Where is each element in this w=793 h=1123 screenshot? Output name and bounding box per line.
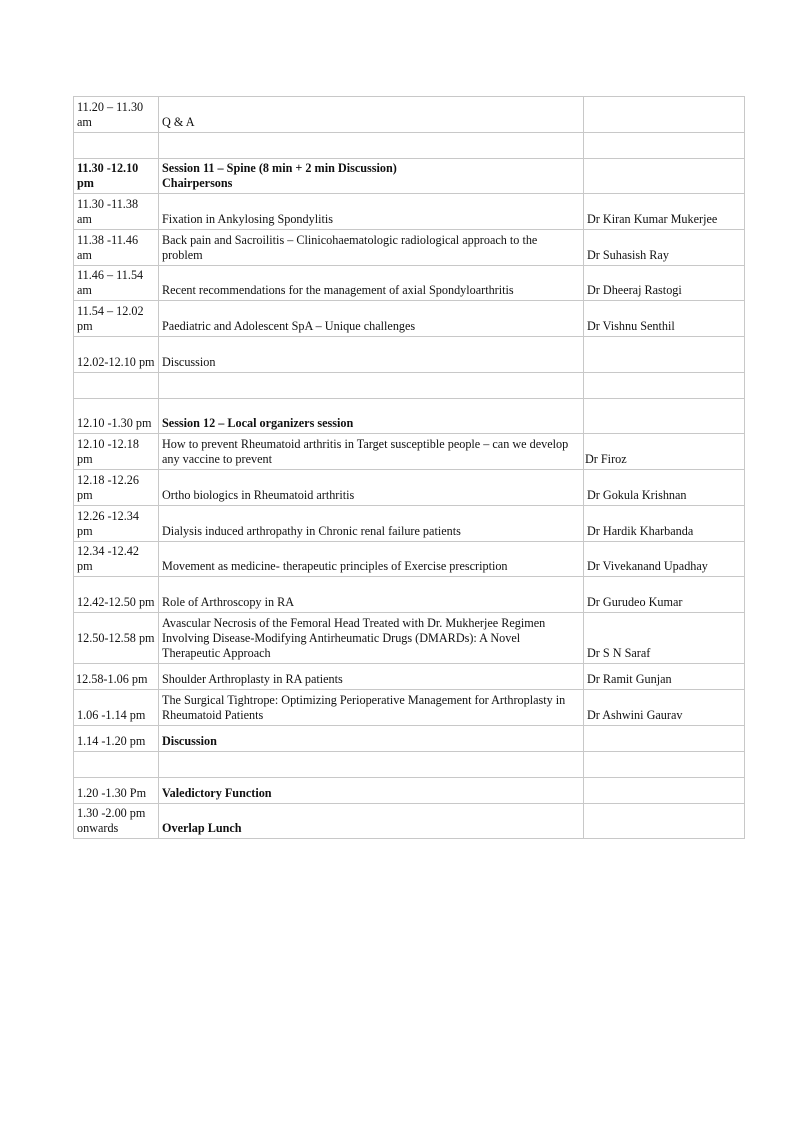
spacer-row: [74, 752, 745, 778]
speaker-cell: [584, 752, 745, 778]
time-cell: [74, 373, 159, 399]
program-schedule-table: [73, 96, 745, 839]
topic-cell: How to prevent Rheumatoid arthritis in Target susceptible people – can we develop any vaccine to prevent: [159, 434, 584, 470]
speaker-cell: [584, 159, 745, 194]
time-cell: 11.46 – 11.54 am: [74, 266, 159, 301]
table-row: [74, 194, 745, 230]
table-row: [74, 266, 745, 301]
table-row: [74, 778, 745, 804]
session-heading-row: [74, 159, 745, 194]
table-row: [74, 542, 745, 577]
topic-cell: Dialysis induced arthropathy in Chronic renal failure patients: [159, 506, 584, 542]
topic-cell: Valedictory Function: [159, 778, 584, 804]
speaker-cell: Dr Gokula Krishnan: [584, 470, 745, 506]
speaker-cell: [584, 399, 745, 434]
time-cell: 12.58-1.06 pm: [74, 664, 159, 690]
table-row: [74, 97, 745, 133]
speaker-cell: Dr Vishnu Senthil: [584, 301, 745, 337]
time-cell: 12.34 -12.42 pm: [74, 542, 159, 577]
table-row: [74, 301, 745, 337]
time-cell: 1.20 -1.30 Pm: [74, 778, 159, 804]
time-cell: 11.30 -12.10 pm: [74, 159, 159, 194]
session-title: Session 12 – Local organizers session: [159, 399, 584, 434]
speaker-cell: [584, 97, 745, 133]
speaker-cell: Dr Kiran Kumar Mukerjee: [584, 194, 745, 230]
time-cell: 12.42-12.50 pm: [74, 577, 159, 613]
time-cell: [74, 133, 159, 159]
speaker-cell: Dr Gurudeo Kumar: [584, 577, 745, 613]
topic-cell: Paediatric and Adolescent SpA – Unique challenges: [159, 301, 584, 337]
table-row: [74, 230, 745, 266]
table-row: [74, 434, 745, 470]
time-cell: 1.30 -2.00 pm onwards: [74, 804, 159, 839]
speaker-cell: Dr Ramit Gunjan: [584, 664, 745, 690]
time-cell: 11.54 – 12.02 pm: [74, 301, 159, 337]
speaker-cell: Dr Ashwini Gaurav: [584, 690, 745, 726]
time-cell: [74, 752, 159, 778]
topic-cell: Discussion: [159, 337, 584, 373]
speaker-cell: [584, 337, 745, 373]
session-title-cell: [159, 159, 584, 194]
topic-cell: Avascular Necrosis of the Femoral Head Treated with Dr. Mukherjee Regimen Involving Disease-Modifying Antirheumatic Drugs (DMARDs): A Novel Therapeutic Approach: [159, 613, 584, 664]
speaker-cell: Dr Hardik Kharbanda: [584, 506, 745, 542]
topic-cell: Q & A: [159, 97, 584, 133]
session-heading-row: [74, 399, 745, 434]
table-row: [74, 577, 745, 613]
time-text: 12.50-12.58 pm: [77, 630, 155, 645]
table-row: [74, 337, 745, 373]
time-cell: 12.02-12.10 pm: [74, 337, 159, 373]
topic-cell: The Surgical Tightrope: Optimizing Perioperative Management for Arthroplasty in Rheumatoid Patients: [159, 690, 584, 726]
time-cell: 12.10 -12.18 pm: [74, 434, 159, 470]
time-cell: 12.26 -12.34 pm: [74, 506, 159, 542]
time-cell: 11.30 -11.38 am: [74, 194, 159, 230]
topic-cell: [159, 133, 584, 159]
topic-cell: Shoulder Arthroplasty in RA patients: [159, 664, 584, 690]
time-cell: 12.10 -1.30 pm: [74, 399, 159, 434]
speaker-cell: Dr Vivekanand Upadhay: [584, 542, 745, 577]
table-row: [74, 664, 745, 690]
time-cell: [74, 613, 159, 664]
speaker-cell: Dr Firoz: [584, 434, 745, 470]
spacer-row: [74, 373, 745, 399]
time-cell: 1.06 -1.14 pm: [74, 690, 159, 726]
topic-cell: Back pain and Sacroilitis – Clinicohaematologic radiological approach to the problem: [159, 230, 584, 266]
topic-cell: Recent recommendations for the management of axial Spondyloarthritis: [159, 266, 584, 301]
table-row: [74, 804, 745, 839]
speaker-cell: [584, 133, 745, 159]
speaker-cell: Dr Dheeraj Rastogi: [584, 266, 745, 301]
table-row: [74, 726, 745, 752]
topic-cell: [159, 373, 584, 399]
table-row: [74, 470, 745, 506]
topic-cell: [159, 752, 584, 778]
speaker-cell: [584, 373, 745, 399]
time-cell: 1.14 -1.20 pm: [74, 726, 159, 752]
speaker-cell: Dr S N Saraf: [584, 613, 745, 664]
topic-cell: Role of Arthroscopy in RA: [159, 577, 584, 613]
speaker-cell: Dr Suhasish Ray: [584, 230, 745, 266]
topic-cell: Movement as medicine- therapeutic principles of Exercise prescription: [159, 542, 584, 577]
time-cell: 11.38 -11.46 am: [74, 230, 159, 266]
speaker-cell: [584, 778, 745, 804]
topic-cell: Fixation in Ankylosing Spondylitis: [159, 194, 584, 230]
speaker-cell: [584, 726, 745, 752]
time-cell: 12.18 -12.26 pm: [74, 470, 159, 506]
speaker-cell: [584, 804, 745, 839]
table-row: [74, 613, 745, 664]
time-cell: 11.20 – 11.30 am: [74, 97, 159, 133]
session-title: Session 11 – Spine (8 min + 2 min Discussion): [162, 161, 397, 175]
spacer-row: [74, 133, 745, 159]
chairpersons-label: Chairpersons: [162, 176, 233, 190]
table-row: [74, 506, 745, 542]
topic-cell: Overlap Lunch: [159, 804, 584, 839]
topic-cell: Ortho biologics in Rheumatoid arthritis: [159, 470, 584, 506]
topic-cell: Discussion: [159, 726, 584, 752]
table-row: [74, 690, 745, 726]
